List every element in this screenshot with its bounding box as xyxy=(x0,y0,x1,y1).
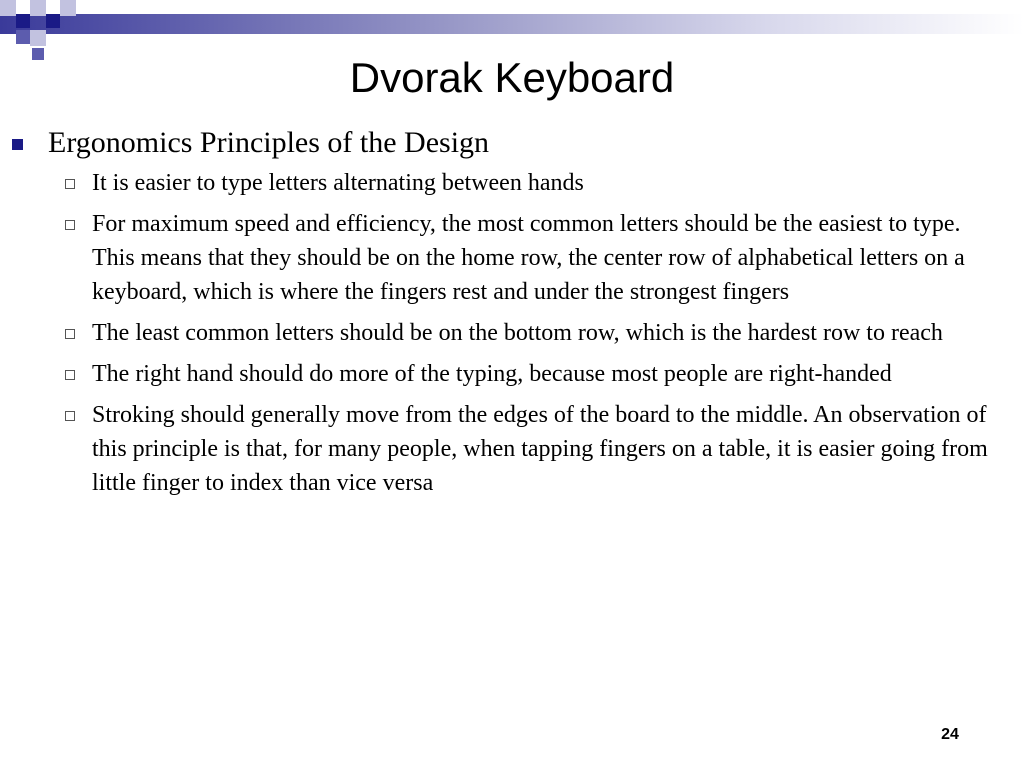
header-gradient-bar xyxy=(0,14,1024,34)
decor-square xyxy=(0,0,16,16)
sub-bullet-list xyxy=(12,166,1012,500)
sub-bullet-text: It is easier to type letters alternating between hands xyxy=(92,170,584,196)
hollow-square-bullet-icon xyxy=(65,179,75,189)
decor-square xyxy=(16,14,30,28)
hollow-square-bullet-icon xyxy=(65,370,75,380)
hollow-square-bullet-icon xyxy=(65,411,75,421)
main-bullet xyxy=(12,124,1012,162)
sub-bullet-text: The least common letters should be on the bottom row, which is the hardest row to reach xyxy=(92,320,943,346)
hollow-square-bullet-icon xyxy=(65,220,75,230)
slide-title: Dvorak Keyboard xyxy=(349,54,675,101)
slide-body xyxy=(12,124,1012,507)
decor-square xyxy=(16,30,30,44)
sub-bullet xyxy=(12,357,1012,391)
sub-bullet-text: Stroking should generally move from the edges of the board to the middle. An observation of this principle is that, for many people, when tapping fingers on a table, it is easier going from little finger to index than vice versa xyxy=(92,402,988,496)
sub-bullet-text: For maximum speed and efficiency, the most common letters should be the easiest to type. This means that they should be on the home row, the center row of alphabetical letters on a keyboard, which is where the fingers rest and under the strongest fingers xyxy=(92,211,965,305)
decor-square xyxy=(30,0,46,16)
decor-square xyxy=(46,14,60,28)
sub-bullet xyxy=(12,207,1012,309)
page-number: 24 xyxy=(941,726,959,743)
decor-square xyxy=(30,30,46,46)
sub-bullet xyxy=(12,166,1012,200)
sub-bullet xyxy=(12,398,1012,500)
sub-bullet-text: The right hand should do more of the typing, because most people are right-handed xyxy=(92,361,892,387)
sub-bullet xyxy=(12,316,1012,350)
main-bullet-text: Ergonomics Principles of the Design xyxy=(48,126,490,159)
decor-square xyxy=(60,0,76,16)
hollow-square-bullet-icon xyxy=(65,329,75,339)
square-bullet-icon xyxy=(12,139,23,150)
